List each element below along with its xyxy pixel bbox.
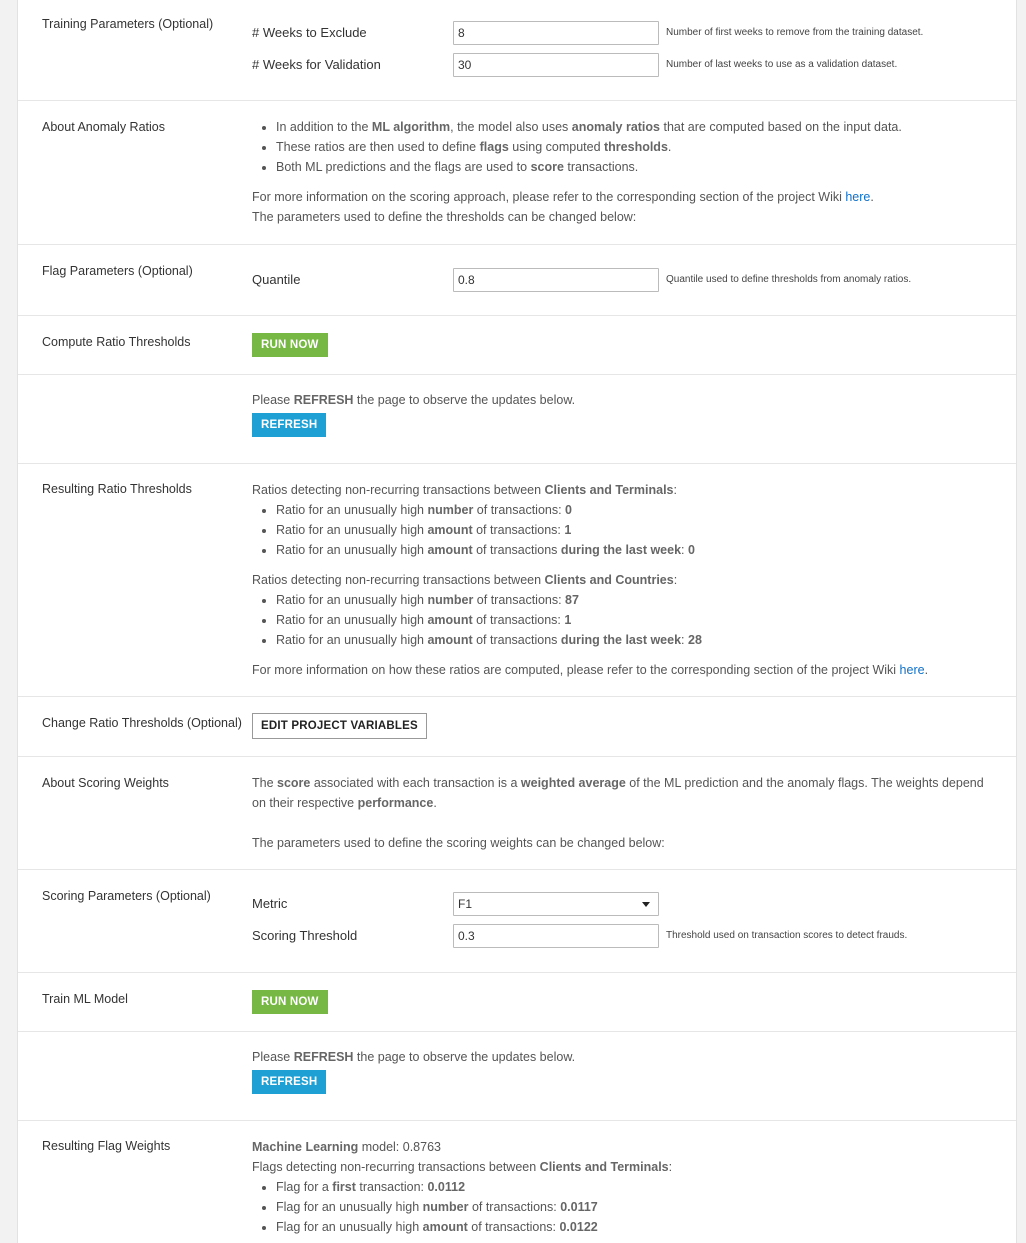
run-now-button[interactable]: RUN NOW	[252, 990, 328, 1014]
param-name: Metric	[252, 896, 288, 911]
list-item: • These ratios are then used to define flags using computed thresholds.	[276, 137, 996, 157]
param-hint: Number of first weeks to remove from the training dataset.	[666, 27, 924, 38]
flag-weights-content	[252, 1137, 996, 1237]
list-item: • Ratio for an unusually high amount of transactions: 1	[276, 610, 996, 630]
section-label: Resulting Ratio Thresholds	[42, 482, 192, 496]
refresh-notice	[252, 390, 996, 437]
params-text: The parameters used to define the thresholds can be changed below:	[252, 210, 637, 224]
wiki-reference: For more information on the scoring approach, please refer to the corresponding section of the project Wiki here.	[252, 190, 874, 204]
refresh-notice	[252, 1047, 996, 1094]
scoring-paragraph: The score associated with each transaction is a weighted average of the ML prediction and the anomaly flags. The weights depend on their respective performance.	[252, 776, 984, 810]
group-heading: Ratios detecting non-recurring transactions between Clients and Terminals:	[252, 483, 677, 497]
wiki-link[interactable]: here	[899, 663, 925, 677]
flag-weights-list	[252, 1177, 996, 1237]
scoring-threshold-input[interactable]	[453, 924, 659, 948]
refresh-button[interactable]: REFRESH	[252, 1070, 326, 1094]
section-label: Compute Ratio Thresholds	[42, 335, 191, 349]
section-about-anomaly-ratios	[18, 101, 1016, 245]
section-label: Scoring Parameters (Optional)	[42, 889, 211, 903]
list-item: • Flag for an unusually high number of transactions: 0.0117	[276, 1197, 996, 1217]
section-resulting-ratio-thresholds	[18, 464, 1016, 697]
section-label: Train ML Model	[42, 992, 128, 1006]
weeks-exclude-input[interactable]	[453, 21, 659, 45]
anomaly-bullets	[252, 117, 996, 177]
list-item: • Ratio for an unusually high amount of transactions during the last week: 0	[276, 540, 996, 560]
scoring-description	[252, 773, 996, 853]
edit-project-variables-button[interactable]: EDIT PROJECT VARIABLES	[252, 713, 427, 739]
param-hint: Number of last weeks to use as a validation dataset.	[666, 59, 898, 70]
section-train-ml-model	[18, 973, 1016, 1032]
metric-select[interactable]: F1	[453, 892, 659, 916]
quantile-input[interactable]	[453, 268, 659, 292]
list-item: • Ratio for an unusually high amount of transactions: 1	[276, 520, 996, 540]
chevron-down-icon	[642, 902, 650, 907]
section-flag-parameters	[18, 245, 1016, 316]
refresh-button[interactable]: REFRESH	[252, 413, 326, 437]
param-weeks-exclude	[252, 21, 992, 47]
country-ratios-list	[252, 590, 996, 650]
param-name: # Weeks for Validation	[252, 57, 381, 72]
param-name: # Weeks to Exclude	[252, 25, 367, 40]
section-label: About Scoring Weights	[42, 776, 169, 790]
list-item: • Flag for a first transaction: 0.0112	[276, 1177, 996, 1197]
section-label: Resulting Flag Weights	[42, 1139, 171, 1153]
section-training-parameters	[18, 0, 1016, 101]
refresh-text: Please REFRESH the page to observe the updates below.	[252, 1050, 576, 1064]
group-heading: Flags detecting non-recurring transactions between Clients and Terminals:	[252, 1160, 673, 1174]
list-item: • Both ML predictions and the flags are used to score transactions.	[276, 157, 996, 177]
param-scoring-threshold	[252, 924, 992, 950]
section-compute-ratio-thresholds	[18, 316, 1016, 375]
weeks-validation-input[interactable]	[453, 53, 659, 77]
param-hint: Threshold used on transaction scores to detect frauds.	[666, 930, 908, 941]
flow-panel	[17, 0, 1017, 1243]
section-label: About Anomaly Ratios	[42, 120, 165, 134]
list-item: • Ratio for an unusually high amount of transactions during the last week: 28	[276, 630, 996, 650]
run-now-button[interactable]: RUN NOW	[252, 333, 328, 357]
thresholds-content	[252, 480, 996, 680]
change-actions	[252, 713, 996, 739]
params-text: The parameters used to define the scoring weights can be changed below:	[252, 836, 665, 850]
section-label: Training Parameters (Optional)	[42, 17, 214, 31]
param-metric	[252, 892, 992, 918]
section-label: Change Ratio Thresholds (Optional)	[42, 716, 242, 730]
section-scoring-parameters	[18, 870, 1016, 973]
list-item: • Flag for an unusually high amount of transactions: 0.0122	[276, 1217, 996, 1237]
list-item: • Ratio for an unusually high number of transactions: 87	[276, 590, 996, 610]
anomaly-description	[252, 117, 996, 227]
section-resulting-flag-weights	[18, 1121, 1016, 1243]
terminal-ratios-list	[252, 500, 996, 560]
group-heading: Ratios detecting non-recurring transactions between Clients and Countries:	[252, 573, 678, 587]
compute-actions	[252, 333, 996, 357]
param-name: Quantile	[252, 272, 301, 287]
section-label: Flag Parameters (Optional)	[42, 264, 193, 278]
list-item: • In addition to the ML algorithm, the model also uses anomaly ratios that are computed based on the input data.	[276, 117, 996, 137]
param-name: Scoring Threshold	[252, 928, 358, 943]
section-refresh-model	[18, 1032, 1016, 1121]
wiki-link[interactable]: here	[845, 190, 871, 204]
param-weeks-validation	[252, 53, 992, 79]
param-hint: Quantile used to define thresholds from anomaly ratios.	[666, 274, 912, 285]
param-quantile	[252, 268, 992, 294]
refresh-text: Please REFRESH the page to observe the updates below.	[252, 393, 576, 407]
section-refresh-thresholds	[18, 375, 1016, 464]
list-item: • Ratio for an unusually high number of transactions: 0	[276, 500, 996, 520]
section-change-ratio-thresholds	[18, 697, 1016, 757]
train-actions	[252, 990, 996, 1014]
ml-weight: Machine Learning model: 0.8763	[252, 1140, 441, 1154]
section-about-scoring-weights	[18, 757, 1016, 870]
wiki-reference: For more information on how these ratios are computed, please refer to the corresponding section of the project Wiki here.	[252, 663, 929, 677]
